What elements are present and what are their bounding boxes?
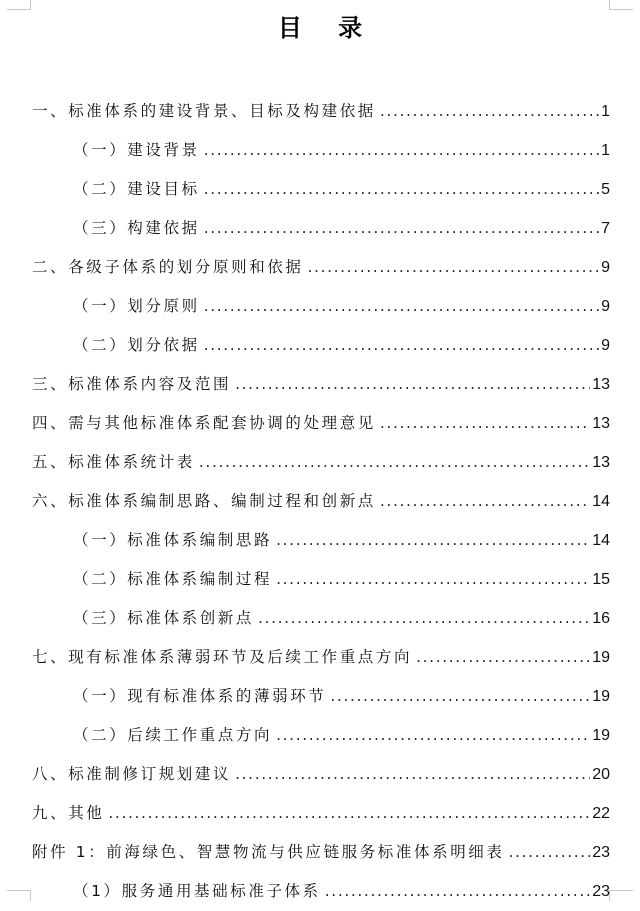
toc-entry-label: （1）服务通用基础标准子体系 — [73, 882, 321, 900]
toc-entry-label: 五、标准体系统计表 — [32, 453, 195, 471]
toc-entry[interactable] — [32, 326, 610, 365]
toc-entry[interactable] — [32, 872, 610, 911]
toc-entry[interactable] — [32, 404, 610, 443]
dot-leader — [276, 521, 590, 560]
toc-entry[interactable] — [32, 482, 610, 521]
toc-entry[interactable] — [32, 794, 610, 833]
dot-leader — [276, 560, 590, 599]
toc-entry[interactable] — [32, 677, 610, 716]
dot-leader — [416, 638, 590, 677]
toc-entry-page-number: 19 — [592, 688, 610, 705]
dot-leader — [204, 287, 599, 326]
toc-entry-page-number: 9 — [601, 298, 610, 315]
toc-entry-page-number: 23 — [592, 883, 610, 900]
toc-entry-label: （一）建设背景 — [73, 141, 200, 159]
toc-entry[interactable] — [32, 638, 610, 677]
toc-entry[interactable] — [32, 131, 610, 170]
toc-entry[interactable] — [32, 170, 610, 209]
crop-mark-top-left-v — [30, 0, 31, 10]
toc-entry-label: （一）现有标准体系的薄弱环节 — [73, 687, 327, 705]
dot-leader — [108, 794, 590, 833]
toc-entry-label: （三）构建依据 — [73, 219, 200, 237]
toc-entry[interactable] — [32, 209, 610, 248]
toc-entry-label: 一、标准体系的建设背景、目标及构建依据 — [32, 102, 376, 120]
toc-entry-label: （一）划分原则 — [73, 297, 200, 315]
dot-leader — [235, 755, 590, 794]
toc-entry-page-number: 19 — [592, 649, 610, 666]
dot-leader — [204, 209, 599, 248]
toc-entry[interactable] — [32, 716, 610, 755]
toc-entry-label: （二）标准体系编制过程 — [73, 570, 273, 588]
toc-entry-label: （二）划分依据 — [73, 336, 200, 354]
dot-leader — [276, 716, 590, 755]
toc-entry-page-number: 13 — [592, 454, 610, 471]
toc-entry-label: 八、标准制修订规划建议 — [32, 765, 232, 783]
toc-entry-page-number: 13 — [592, 415, 610, 432]
toc-entry-page-number: 14 — [592, 532, 610, 549]
toc-entry-page-number: 9 — [601, 259, 610, 276]
dot-leader — [258, 599, 590, 638]
toc-entry[interactable] — [32, 521, 610, 560]
toc-entry[interactable] — [32, 92, 610, 131]
toc-entry-label: 六、标准体系编制思路、编制过程和创新点 — [32, 492, 376, 510]
dot-leader — [235, 365, 590, 404]
crop-mark-bottom-right-h — [609, 890, 633, 891]
toc-entry-page-number: 7 — [601, 220, 610, 237]
toc-entry-label: （二）后续工作重点方向 — [73, 726, 273, 744]
toc-entry-label: （一）标准体系编制思路 — [73, 531, 273, 549]
toc-entry-page-number: 14 — [592, 493, 610, 510]
dot-leader — [325, 872, 590, 911]
dot-leader — [308, 248, 600, 287]
toc-entry[interactable] — [32, 560, 610, 599]
dot-leader — [204, 326, 599, 365]
dot-leader — [330, 677, 590, 716]
toc-entry[interactable] — [32, 365, 610, 404]
dot-leader — [204, 170, 599, 209]
dot-leader — [380, 404, 590, 443]
toc-entry-label: 三、标准体系内容及范围 — [32, 375, 232, 393]
toc-entry-label: 二、各级子体系的划分原则和依据 — [32, 258, 304, 276]
toc-entry[interactable] — [32, 443, 610, 482]
toc-entry-label: （二）建设目标 — [73, 180, 200, 198]
toc-entry[interactable] — [32, 599, 610, 638]
toc-entry-page-number: 15 — [592, 571, 610, 588]
toc-entry-page-number: 9 — [601, 337, 610, 354]
toc-entry-page-number: 1 — [601, 142, 610, 159]
toc-entry-label: 七、现有标准体系薄弱环节及后续工作重点方向 — [32, 648, 413, 666]
toc-entry-page-number: 1 — [601, 103, 610, 120]
dot-leader — [380, 482, 590, 521]
dot-leader — [204, 131, 599, 170]
toc-entry-label: （三）标准体系创新点 — [73, 609, 255, 627]
toc-entry[interactable] — [32, 755, 610, 794]
toc-entry-label: 附件 1：前海绿色、智慧物流与供应链服务标准体系明细表 — [32, 843, 505, 861]
crop-mark-bottom-left-v — [30, 890, 31, 901]
toc-entry-page-number: 23 — [592, 844, 610, 861]
toc-entry-page-number: 22 — [592, 805, 610, 822]
toc-entry[interactable] — [32, 287, 610, 326]
toc-entry-page-number: 19 — [592, 727, 610, 744]
toc-entry-page-number: 16 — [592, 610, 610, 627]
dot-leader — [199, 443, 590, 482]
toc-entry-page-number: 5 — [601, 181, 610, 198]
toc-entry-page-number: 20 — [592, 766, 610, 783]
dot-leader — [380, 92, 599, 131]
table-of-contents — [32, 92, 610, 911]
toc-entry-page-number: 13 — [592, 376, 610, 393]
toc-entry[interactable] — [32, 248, 610, 287]
crop-mark-bottom-left-h — [7, 890, 31, 891]
toc-entry[interactable] — [32, 833, 610, 872]
toc-entry-label: 九、其他 — [32, 804, 105, 822]
toc-entry-label: 四、需与其他标准体系配套协调的处理意见 — [32, 414, 376, 432]
page-title: 目 录 — [277, 13, 377, 42]
dot-leader — [509, 833, 591, 872]
